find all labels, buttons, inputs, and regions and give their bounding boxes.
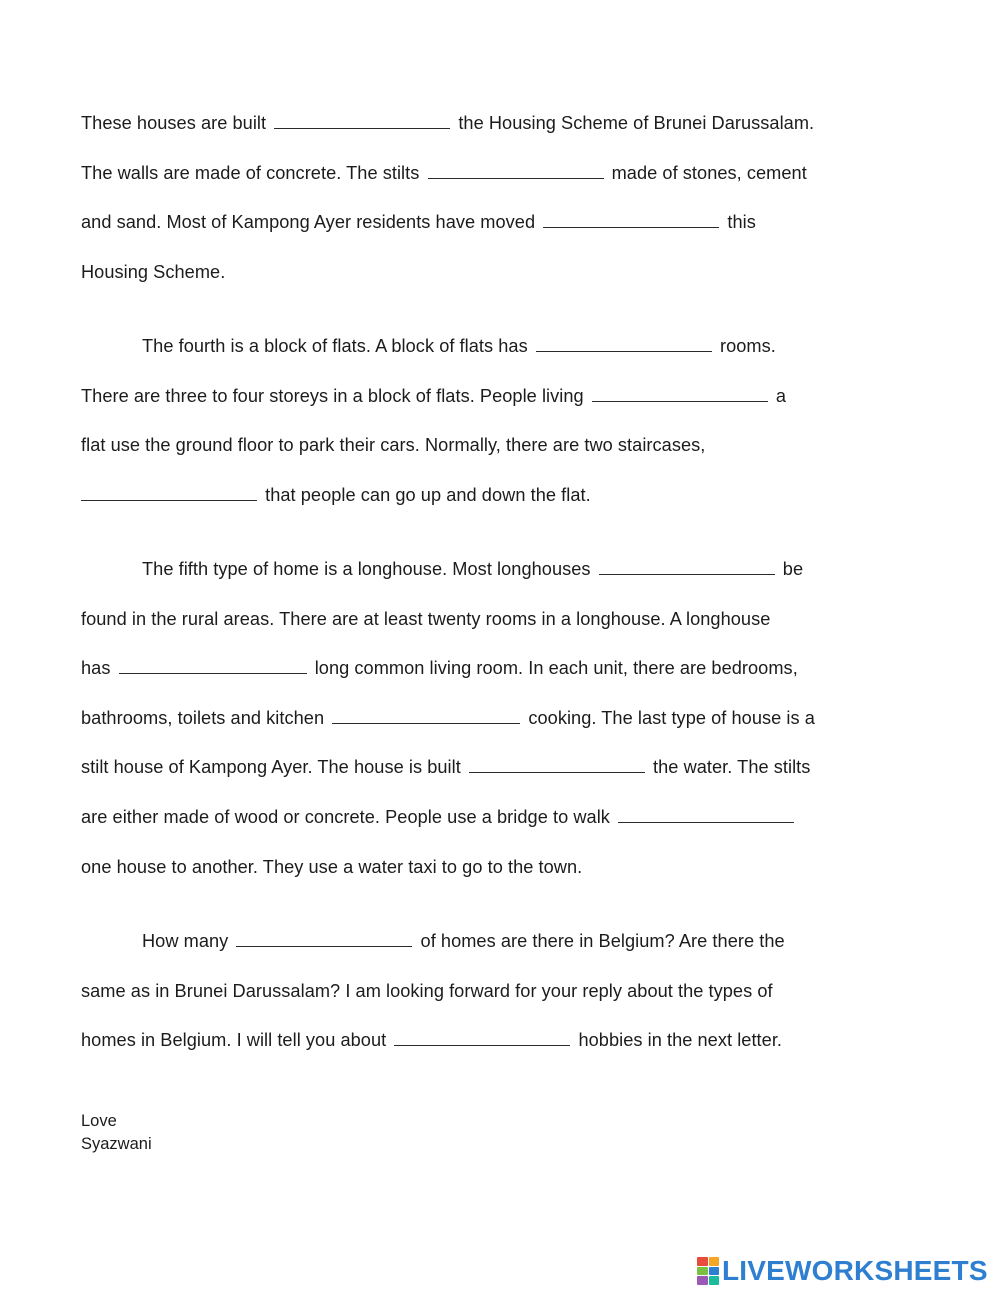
- answer-blank[interactable]: [543, 217, 719, 228]
- text-line: same as in Brunei Darussalam? I am looking forward for your reply about the types of: [81, 980, 773, 1001]
- liveworksheets-logo-text: LIVEWORKSHEETS: [722, 1255, 988, 1286]
- text-line: that people can go up and down the flat.: [81, 479, 921, 529]
- text-line: These houses are built the Housing Scheme of Brunei Darussalam.: [81, 113, 815, 133]
- text-line: homes in Belgium. I will tell you about hobbies in the next letter.: [81, 1030, 783, 1051]
- text-line: and sand. Most of Kampong Ayer residents have moved this: [81, 212, 756, 233]
- text-line: found in the rural areas. There are at least twenty rooms in a longhouse. A longhouse: [81, 608, 771, 629]
- text-line: stilt house of Kampong Ayer. The house is built the water. The stilts: [81, 757, 811, 778]
- text-line: There are three to four storeys in a block of flats. People living a: [81, 385, 787, 406]
- text-line: one house to another. They use a water taxi to go to the town.: [81, 856, 583, 877]
- text-line: The walls are made of concrete. The stilts made of stones, cement: [81, 162, 807, 183]
- text-line: bathrooms, toilets and kitchen cooking. The last type of house is a: [81, 707, 815, 728]
- text-line: The fourth is a block of flats. A block of flats has rooms.: [142, 336, 776, 356]
- answer-blank[interactable]: [274, 118, 450, 129]
- closing: [81, 1110, 152, 1156]
- text-line: The fifth type of home is a longhouse. Most longhouses be: [142, 559, 804, 579]
- paragraph-4: [81, 925, 921, 1074]
- closing-salutation: Love: [81, 1112, 117, 1130]
- text-line: are either made of wood or concrete. People use a bridge to walk: [81, 801, 921, 851]
- answer-blank[interactable]: [469, 762, 645, 773]
- text-line: How many of homes are there in Belgium? Are there the: [142, 931, 785, 951]
- liveworksheets-logo-icon: [697, 1257, 719, 1285]
- answer-blank[interactable]: [428, 168, 604, 179]
- paragraph-2: [81, 330, 921, 528]
- answer-blank[interactable]: [599, 564, 775, 575]
- closing-name: Syazwani: [81, 1135, 152, 1153]
- answer-blank[interactable]: [592, 391, 768, 402]
- text-line: flat use the ground floor to park their cars. Normally, there are two staircases,: [81, 435, 706, 456]
- liveworksheets-logo: [697, 1254, 988, 1288]
- answer-blank[interactable]: [119, 663, 307, 674]
- answer-blank[interactable]: [394, 1035, 570, 1046]
- answer-blank[interactable]: [536, 341, 712, 352]
- paragraph-1: [81, 107, 921, 305]
- answer-blank[interactable]: [236, 936, 412, 947]
- text-line: has long common living room. In each unit, there are bedrooms,: [81, 658, 798, 679]
- answer-blank[interactable]: [618, 812, 794, 823]
- paragraph-3: [81, 553, 921, 900]
- text-line: Housing Scheme.: [81, 261, 226, 282]
- answer-blank[interactable]: [81, 490, 257, 501]
- answer-blank[interactable]: [332, 713, 520, 724]
